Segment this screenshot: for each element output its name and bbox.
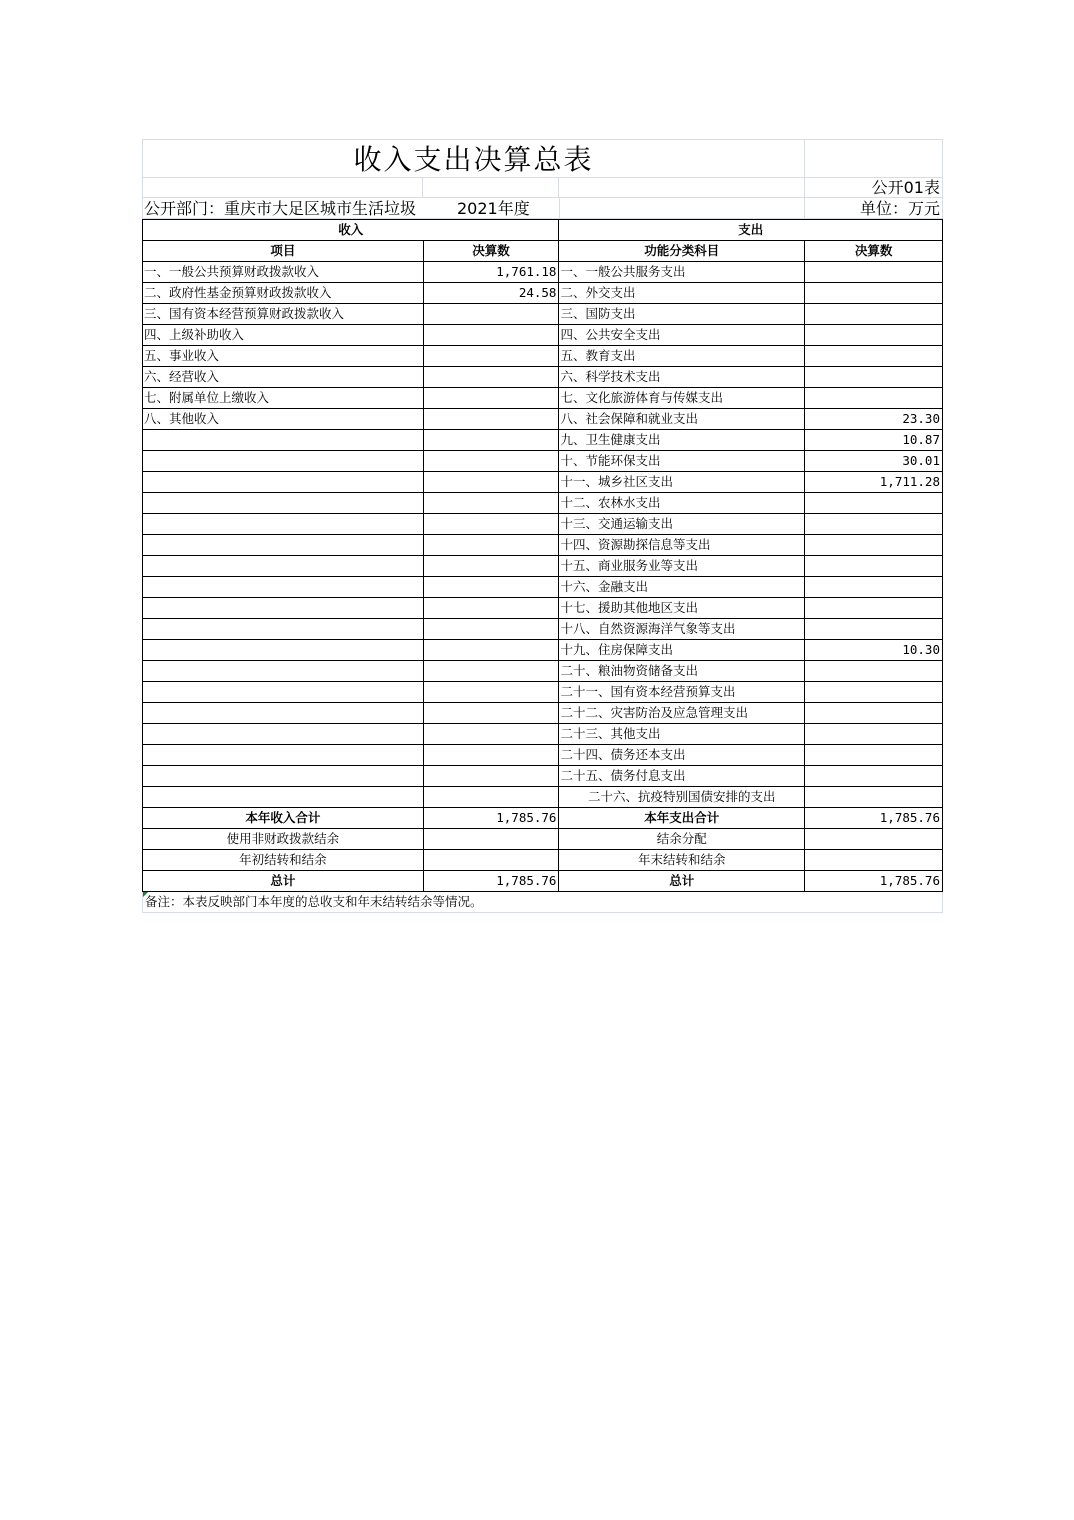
expense-amount-cell xyxy=(805,346,943,367)
summary-income-label: 使用非财政拨款结余 xyxy=(143,829,424,850)
expense-item-cell: 五、教育支出 xyxy=(559,346,805,367)
expense-item-cell: 二十、粮油物资储备支出 xyxy=(559,661,805,682)
year-label: 2021年度 xyxy=(457,199,530,218)
expense-item-cell: 十九、住房保障支出 xyxy=(559,640,805,661)
title-blank-cell xyxy=(805,140,943,178)
expense-item-cell: 十一、城乡社区支出 xyxy=(559,472,805,493)
table-row xyxy=(143,346,943,367)
table-row xyxy=(143,577,943,598)
table-row xyxy=(143,787,943,808)
table-row xyxy=(143,514,943,535)
income-amount-cell xyxy=(424,472,560,493)
final-accounts-sheet xyxy=(142,139,943,913)
summary-expense-amount: 1,785.76 xyxy=(805,808,943,829)
expense-amount-cell xyxy=(805,745,943,766)
income-item-cell xyxy=(143,745,424,766)
income-amount-cell xyxy=(424,346,560,367)
table-row xyxy=(143,661,943,682)
table-row xyxy=(143,388,943,409)
summary-income-label: 年初结转和结余 xyxy=(143,850,424,871)
summary-row xyxy=(143,829,943,850)
table-code: 公开01表 xyxy=(805,178,943,198)
table-row xyxy=(143,598,943,619)
expense-item-cell: 七、文化旅游体育与传媒支出 xyxy=(559,388,805,409)
table-row xyxy=(143,367,943,388)
income-item-cell xyxy=(143,724,424,745)
expense-item-cell: 九、卫生健康支出 xyxy=(559,430,805,451)
income-item-cell: 一、一般公共预算财政拨款收入 xyxy=(143,262,424,283)
expense-item-cell: 十、节能环保支出 xyxy=(559,451,805,472)
income-item-cell xyxy=(143,619,424,640)
expense-amount-cell xyxy=(805,283,943,304)
table-row xyxy=(143,262,943,283)
income-amount-cell: 1,761.18 xyxy=(424,262,560,283)
expense-amount-cell xyxy=(805,325,943,346)
table-row xyxy=(143,472,943,493)
expense-item-cell: 二十三、其他支出 xyxy=(559,724,805,745)
income-amount-cell xyxy=(424,598,560,619)
income-amount-cell xyxy=(424,787,560,808)
summary-expense-label: 总计 xyxy=(559,871,805,892)
expense-item-cell: 四、公共安全支出 xyxy=(559,325,805,346)
income-amount-cell xyxy=(424,619,560,640)
expense-amount-cell xyxy=(805,514,943,535)
income-amount-cell xyxy=(424,325,560,346)
expense-amount-cell xyxy=(805,619,943,640)
income-amount-cell xyxy=(424,661,560,682)
income-amount-cell xyxy=(424,745,560,766)
income-amount-cell xyxy=(424,493,560,514)
income-item-cell: 四、上级补助收入 xyxy=(143,325,424,346)
expense-item-cell: 十八、自然资源海洋气象等支出 xyxy=(559,619,805,640)
expense-amount-cell xyxy=(805,262,943,283)
summary-income-amount xyxy=(424,850,560,871)
expense-item-cell: 二十一、国有资本经营预算支出 xyxy=(559,682,805,703)
expense-amount-cell: 23.30 xyxy=(805,409,943,430)
income-amount-cell xyxy=(424,367,560,388)
expense-amount-cell: 10.30 xyxy=(805,640,943,661)
income-item-cell xyxy=(143,493,424,514)
expense-item-cell: 三、国防支出 xyxy=(559,304,805,325)
income-item-cell xyxy=(143,430,424,451)
summary-income-amount: 1,785.76 xyxy=(424,871,560,892)
table-row xyxy=(143,619,943,640)
expense-amount-cell xyxy=(805,556,943,577)
expense-amount-cell xyxy=(805,388,943,409)
table-row xyxy=(143,640,943,661)
summary-expense-label: 本年支出合计 xyxy=(559,808,805,829)
expense-amount-cell: 10.87 xyxy=(805,430,943,451)
income-item-cell: 六、经营收入 xyxy=(143,367,424,388)
expense-amount-cell: 1,711.28 xyxy=(805,472,943,493)
income-item-cell xyxy=(143,703,424,724)
summary-row xyxy=(143,850,943,871)
table-row xyxy=(143,682,943,703)
income-item-cell: 三、国有资本经营预算财政拨款收入 xyxy=(143,304,424,325)
expense-amount-cell xyxy=(805,703,943,724)
expense-item-cell: 二十四、债务还本支出 xyxy=(559,745,805,766)
expense-item-cell: 二十六、抗疫特别国债安排的支出 xyxy=(559,787,805,808)
income-amount-cell xyxy=(424,409,560,430)
summary-income-amount: 1,785.76 xyxy=(424,808,560,829)
income-section-header: 收入 xyxy=(143,220,559,241)
col-header-item: 项目 xyxy=(143,241,424,262)
expense-section-header: 支出 xyxy=(559,220,943,241)
expense-amount-cell xyxy=(805,724,943,745)
expense-amount-cell xyxy=(805,493,943,514)
summary-income-label: 总计 xyxy=(143,871,424,892)
income-item-cell xyxy=(143,682,424,703)
summary-expense-label: 结余分配 xyxy=(559,829,805,850)
income-item-cell xyxy=(143,472,424,493)
expense-item-cell: 十三、交通运输支出 xyxy=(559,514,805,535)
summary-income-label: 本年收入合计 xyxy=(143,808,424,829)
comment-marker-icon xyxy=(143,892,148,897)
col-header-amount-2: 决算数 xyxy=(805,241,943,262)
income-item-cell: 八、其他收入 xyxy=(143,409,424,430)
expense-item-cell: 十五、商业服务业等支出 xyxy=(559,556,805,577)
col-header-amount: 决算数 xyxy=(424,241,560,262)
expense-amount-cell xyxy=(805,535,943,556)
table-row xyxy=(143,430,943,451)
info-row xyxy=(142,198,943,219)
income-item-cell xyxy=(143,661,424,682)
income-amount-cell xyxy=(424,451,560,472)
expense-amount-cell xyxy=(805,682,943,703)
expense-item-cell: 一、一般公共服务支出 xyxy=(559,262,805,283)
income-amount-cell: 24.58 xyxy=(424,283,560,304)
income-amount-cell xyxy=(424,514,560,535)
income-item-cell xyxy=(143,514,424,535)
col-header-function: 功能分类科目 xyxy=(559,241,805,262)
table-body xyxy=(143,262,943,808)
income-item-cell xyxy=(143,598,424,619)
expense-amount-cell xyxy=(805,577,943,598)
expense-amount-cell xyxy=(805,598,943,619)
income-amount-cell xyxy=(424,388,560,409)
main-table xyxy=(142,219,943,892)
expense-amount-cell xyxy=(805,304,943,325)
income-item-cell xyxy=(143,766,424,787)
table-row xyxy=(143,745,943,766)
note-row xyxy=(142,892,943,913)
subtitle-row xyxy=(142,178,943,198)
income-amount-cell xyxy=(424,682,560,703)
table-row xyxy=(143,766,943,787)
unit-label: 单位：万元 xyxy=(805,198,943,219)
expense-item-cell: 十四、资源勘探信息等支出 xyxy=(559,535,805,556)
expense-item-cell: 十六、金融支出 xyxy=(559,577,805,598)
income-amount-cell xyxy=(424,577,560,598)
table-row xyxy=(143,556,943,577)
table-row xyxy=(143,409,943,430)
income-item-cell xyxy=(143,577,424,598)
expense-amount-cell xyxy=(805,766,943,787)
income-item-cell xyxy=(143,535,424,556)
table-row xyxy=(143,724,943,745)
income-item-cell: 七、附属单位上缴收入 xyxy=(143,388,424,409)
summary-row xyxy=(143,808,943,829)
table-row xyxy=(143,304,943,325)
income-amount-cell xyxy=(424,304,560,325)
summary-expense-label: 年末结转和结余 xyxy=(559,850,805,871)
expense-item-cell: 二、外交支出 xyxy=(559,283,805,304)
income-item-cell xyxy=(143,787,424,808)
summary-expense-amount: 1,785.76 xyxy=(805,871,943,892)
section-header-row xyxy=(143,220,943,241)
income-amount-cell xyxy=(424,703,560,724)
title-row xyxy=(142,139,943,178)
column-header-row xyxy=(143,241,943,262)
expense-amount-cell xyxy=(805,367,943,388)
expense-amount-cell xyxy=(805,787,943,808)
summary-expense-amount xyxy=(805,850,943,871)
expense-item-cell: 十二、农林水支出 xyxy=(559,493,805,514)
expense-item-cell: 二十五、债务付息支出 xyxy=(559,766,805,787)
table-row xyxy=(143,451,943,472)
note-text: 备注：本表反映部门本年度的总收支和年末结转结余等情况。 xyxy=(145,894,483,909)
expense-item-cell: 二十二、灾害防治及应急管理支出 xyxy=(559,703,805,724)
department-label: 公开部门：重庆市大足区城市生活垃圾 xyxy=(144,199,417,218)
income-item-cell: 五、事业收入 xyxy=(143,346,424,367)
income-item-cell xyxy=(143,640,424,661)
table-row xyxy=(143,493,943,514)
table-row xyxy=(143,325,943,346)
income-amount-cell xyxy=(424,640,560,661)
income-item-cell xyxy=(143,451,424,472)
table-row xyxy=(143,703,943,724)
summary-income-amount xyxy=(424,829,560,850)
income-item-cell: 二、政府性基金预算财政拨款收入 xyxy=(143,283,424,304)
table-row xyxy=(143,535,943,556)
expense-amount-cell xyxy=(805,661,943,682)
page-title: 收入支出决算总表 xyxy=(142,140,805,178)
income-item-cell xyxy=(143,556,424,577)
table-row xyxy=(143,283,943,304)
income-amount-cell xyxy=(424,430,560,451)
expense-amount-cell: 30.01 xyxy=(805,451,943,472)
income-amount-cell xyxy=(424,724,560,745)
summary-expense-amount xyxy=(805,829,943,850)
expense-item-cell: 八、社会保障和就业支出 xyxy=(559,409,805,430)
income-amount-cell xyxy=(424,556,560,577)
income-amount-cell xyxy=(424,766,560,787)
table-summary xyxy=(143,808,943,892)
expense-item-cell: 六、科学技术支出 xyxy=(559,367,805,388)
expense-item-cell: 十七、援助其他地区支出 xyxy=(559,598,805,619)
income-amount-cell xyxy=(424,535,560,556)
summary-row xyxy=(143,871,943,892)
